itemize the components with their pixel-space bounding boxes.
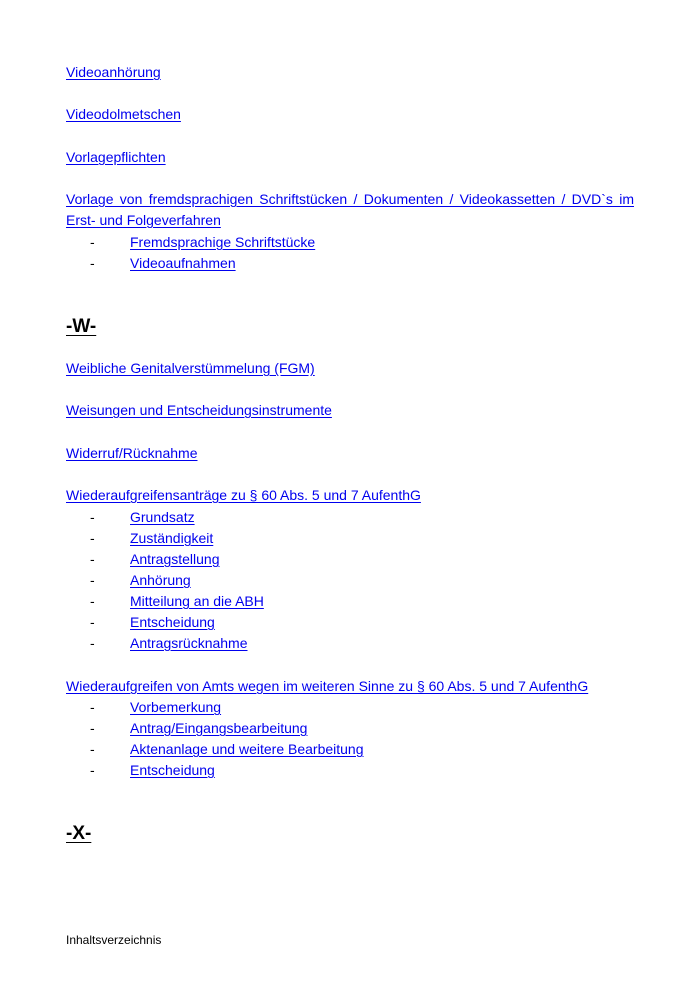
- list-dash: -: [90, 635, 95, 651]
- toc-entry-vorlage-fremdsprachig: [66, 189, 634, 231]
- toc-link-wiederaufgreifensantraege[interactable]: Wiederaufgreifensanträge zu § 60 Abs. 5 und 7 AufenthG: [66, 487, 421, 503]
- toc-link-entscheidung-amts[interactable]: Entscheidung: [130, 762, 215, 778]
- toc-link-vorbemerkung[interactable]: Vorbemerkung: [130, 699, 222, 715]
- toc-entry-fgm: [66, 358, 315, 379]
- toc-link-anhoerung[interactable]: Anhörung: [130, 572, 191, 588]
- toc-entry-widerruf: [66, 443, 198, 464]
- toc-subentry: [90, 633, 248, 654]
- toc-link-wiederaufgreifen-amts[interactable]: Wiederaufgreifen von Amts wegen im weiteren Sinne zu § 60 Abs. 5 und 7 AufenthG: [66, 678, 589, 694]
- toc-link-fremdsprachige-schriftstuecke[interactable]: Fremdsprachige Schriftstücke: [130, 234, 316, 250]
- toc-link-videodolmetschen[interactable]: Videodolmetschen: [66, 106, 181, 122]
- toc-subentry: [90, 697, 221, 718]
- toc-link-entscheidung[interactable]: Entscheidung: [130, 614, 215, 630]
- section-heading-w: -W-: [66, 316, 97, 337]
- toc-subentry: [90, 253, 236, 274]
- list-dash: -: [90, 614, 95, 630]
- toc-subentry: [90, 718, 307, 739]
- list-dash: -: [90, 762, 95, 778]
- toc-entry-vorlagepflichten: [66, 147, 166, 168]
- toc-entry-weisungen: [66, 400, 332, 421]
- toc-link-aktenanlage[interactable]: Aktenanlage und weitere Bearbeitung: [130, 741, 364, 757]
- toc-link-videoaufnahmen[interactable]: Videoaufnahmen: [130, 255, 236, 271]
- toc-link-widerruf[interactable]: Widerruf/Rücknahme: [66, 445, 198, 461]
- list-dash: -: [90, 509, 95, 525]
- toc-entry-videoanhoerung: [66, 62, 161, 83]
- toc-link-zustaendigkeit[interactable]: Zuständigkeit: [130, 530, 214, 546]
- toc-entry-videodolmetschen: [66, 104, 181, 125]
- toc-subentry: [90, 760, 215, 781]
- toc-link-grundsatz[interactable]: Grundsatz: [130, 509, 195, 525]
- toc-subentry: [90, 612, 215, 633]
- section-heading-x: -X-: [66, 823, 92, 844]
- toc-link-fgm[interactable]: Weibliche Genitalverstümmelung (FGM): [66, 360, 315, 376]
- list-dash: -: [90, 699, 95, 715]
- list-dash: -: [90, 720, 95, 736]
- list-dash: -: [90, 572, 95, 588]
- list-dash: -: [90, 530, 95, 546]
- list-dash: -: [90, 234, 95, 250]
- list-dash: -: [90, 741, 95, 757]
- toc-subentry: [90, 528, 213, 549]
- toc-subentry: [90, 570, 191, 591]
- toc-link-antrag-eingangsbearbeitung[interactable]: Antrag/Eingangsbearbeitung: [130, 720, 308, 736]
- toc-link-videoanhoerung[interactable]: Videoanhörung: [66, 64, 161, 80]
- toc-subentry: [90, 232, 315, 253]
- toc-link-weisungen[interactable]: Weisungen und Entscheidungsinstrumente: [66, 402, 332, 418]
- toc-subentry: [90, 739, 364, 760]
- toc-entry-wiederaufgreifen-amts: [66, 676, 588, 697]
- toc-link-vorlage-fremdsprachig[interactable]: Vorlage von fremdsprachigen Schriftstücken / Dokumenten / Videokassetten / DVD`s im Erst- und Folgeverfahren: [66, 191, 634, 228]
- list-dash: -: [90, 255, 95, 271]
- page-footer: Inhaltsverzeichnis: [66, 933, 162, 947]
- toc-link-vorlagepflichten[interactable]: Vorlagepflichten: [66, 149, 166, 165]
- toc-link-antragsruecknahme[interactable]: Antragsrücknahme: [130, 635, 248, 651]
- toc-subentry: [90, 591, 264, 612]
- toc-entry-wiederaufgreifensantraege: [66, 485, 421, 506]
- toc-link-antragstellung[interactable]: Antragstellung: [130, 551, 220, 567]
- list-dash: -: [90, 593, 95, 609]
- list-dash: -: [90, 551, 95, 567]
- toc-link-mitteilung-abh[interactable]: Mitteilung an die ABH: [130, 593, 264, 609]
- toc-subentry: [90, 507, 195, 528]
- toc-subentry: [90, 549, 220, 570]
